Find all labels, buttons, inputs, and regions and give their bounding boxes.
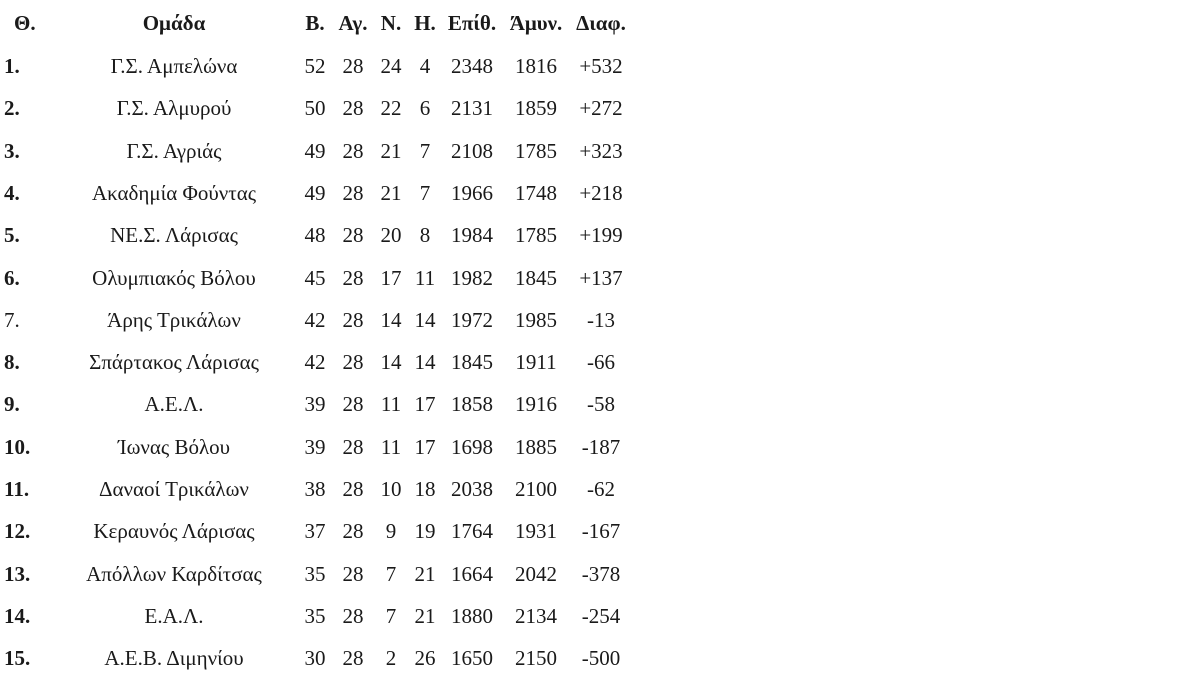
table-row bbox=[0, 638, 640, 678]
wins-cell: 22 bbox=[380, 96, 402, 121]
scored-cell: 2108 bbox=[451, 138, 493, 163]
position-cell: 15. bbox=[4, 646, 31, 671]
points-cell: 35 bbox=[304, 603, 326, 628]
scored-cell: 1984 bbox=[451, 223, 493, 248]
conceded-cell: 1785 bbox=[515, 138, 557, 163]
team-cell: Γ.Σ. Αμπελώνα bbox=[110, 54, 238, 78]
wins-cell: 21 bbox=[380, 180, 402, 205]
position-cell: 9. bbox=[4, 392, 20, 417]
wins-cell: 11 bbox=[380, 392, 402, 417]
played-cell: 28 bbox=[342, 646, 364, 671]
header-points: Β. bbox=[305, 11, 325, 35]
scored-cell: 1845 bbox=[451, 350, 493, 375]
conceded-cell: 2150 bbox=[515, 646, 557, 671]
team-cell: Σπάρτακος Λάρισας bbox=[89, 350, 259, 375]
team-cell: Ακαδημία Φούντας bbox=[91, 180, 257, 205]
header-conceded: Άμυν. bbox=[509, 11, 563, 35]
table-row bbox=[0, 258, 640, 298]
scored-cell: 1880 bbox=[451, 603, 493, 628]
team-cell: Ίωνας Βόλου bbox=[117, 434, 231, 459]
position-cell: 3. bbox=[4, 138, 20, 163]
diff-cell: -500 bbox=[581, 646, 621, 671]
wins-cell: 2 bbox=[385, 646, 397, 671]
losses-cell: 14 bbox=[414, 307, 436, 332]
losses-cell: 21 bbox=[414, 561, 436, 586]
table-row bbox=[0, 88, 640, 128]
position-cell: 4. bbox=[4, 180, 20, 205]
points-cell: 49 bbox=[304, 180, 326, 205]
diff-cell: +137 bbox=[579, 265, 623, 290]
played-cell: 28 bbox=[342, 350, 364, 375]
points-cell: 49 bbox=[304, 138, 326, 163]
wins-cell: 9 bbox=[385, 519, 397, 544]
diff-cell: +272 bbox=[579, 96, 623, 121]
table-header-row bbox=[0, 3, 640, 43]
played-cell: 28 bbox=[342, 96, 364, 121]
losses-cell: 18 bbox=[414, 477, 436, 501]
wins-cell: 14 bbox=[380, 350, 402, 375]
position-cell: 10. bbox=[4, 434, 31, 459]
position-cell: 12. bbox=[4, 519, 31, 544]
wins-cell: 21 bbox=[380, 138, 402, 163]
points-cell: 30 bbox=[304, 646, 326, 671]
diff-cell: -66 bbox=[587, 350, 615, 375]
conceded-cell: 1985 bbox=[515, 307, 557, 332]
scored-cell: 1972 bbox=[451, 307, 493, 332]
team-cell: Δαναοί Τρικάλων bbox=[99, 477, 249, 501]
wins-cell: 20 bbox=[380, 223, 402, 248]
table-row bbox=[0, 511, 640, 551]
played-cell: 28 bbox=[342, 180, 364, 205]
conceded-cell: 2100 bbox=[515, 477, 557, 501]
wins-cell: 14 bbox=[380, 307, 402, 332]
team-cell: Ε.Α.Λ. bbox=[144, 603, 204, 628]
position-cell: 8. bbox=[4, 350, 20, 375]
conceded-cell: 1911 bbox=[515, 350, 557, 375]
table-row bbox=[0, 596, 640, 636]
scored-cell: 1764 bbox=[451, 519, 493, 544]
played-cell: 28 bbox=[342, 307, 364, 332]
points-cell: 39 bbox=[304, 392, 326, 417]
header-team: Ομάδα bbox=[142, 11, 206, 35]
scored-cell: 1982 bbox=[451, 265, 493, 290]
position-cell: 5. bbox=[4, 223, 20, 248]
conceded-cell: 1845 bbox=[515, 265, 557, 290]
team-cell: Άρης Τρικάλων bbox=[107, 307, 241, 332]
diff-cell: +218 bbox=[579, 180, 623, 205]
points-cell: 39 bbox=[304, 434, 326, 459]
conceded-cell: 1931 bbox=[515, 519, 557, 544]
position-cell: 7. bbox=[4, 307, 20, 332]
diff-cell: -167 bbox=[581, 519, 621, 544]
conceded-cell: 1885 bbox=[515, 434, 557, 459]
team-cell: Γ.Σ. Αλμυρού bbox=[116, 96, 232, 121]
team-cell: Α.Ε.Λ. bbox=[144, 392, 204, 417]
conceded-cell: 2134 bbox=[515, 603, 557, 628]
losses-cell: 11 bbox=[414, 265, 436, 290]
losses-cell: 17 bbox=[414, 434, 436, 459]
scored-cell: 1650 bbox=[451, 646, 493, 671]
wins-cell: 24 bbox=[380, 54, 402, 78]
conceded-cell: 1916 bbox=[515, 392, 557, 417]
scored-cell: 1966 bbox=[451, 180, 493, 205]
diff-cell: -58 bbox=[587, 392, 615, 417]
diff-cell: +532 bbox=[579, 54, 623, 78]
table-row bbox=[0, 384, 640, 424]
losses-cell: 19 bbox=[414, 519, 436, 544]
losses-cell: 21 bbox=[414, 603, 436, 628]
losses-cell: 7 bbox=[419, 180, 431, 205]
wins-cell: 7 bbox=[385, 561, 397, 586]
played-cell: 28 bbox=[342, 434, 364, 459]
played-cell: 28 bbox=[342, 54, 364, 78]
points-cell: 38 bbox=[304, 477, 326, 501]
played-cell: 28 bbox=[342, 477, 364, 501]
scored-cell: 1858 bbox=[451, 392, 493, 417]
diff-cell: +199 bbox=[579, 223, 623, 248]
scored-cell: 2348 bbox=[451, 54, 493, 78]
team-cell: Ολυμπιακός Βόλου bbox=[92, 265, 256, 290]
table-row bbox=[0, 131, 640, 171]
points-cell: 42 bbox=[304, 350, 326, 375]
losses-cell: 26 bbox=[414, 646, 436, 671]
position-cell: 11. bbox=[4, 477, 30, 501]
conceded-cell: 1816 bbox=[515, 54, 557, 78]
scored-cell: 2038 bbox=[451, 477, 493, 501]
points-cell: 48 bbox=[304, 223, 326, 248]
points-cell: 50 bbox=[304, 96, 326, 121]
team-cell: Α.Ε.Β. Διμηνίου bbox=[104, 646, 244, 671]
table-row bbox=[0, 342, 640, 382]
header-played: Αγ. bbox=[338, 11, 368, 35]
played-cell: 28 bbox=[342, 223, 364, 248]
wins-cell: 7 bbox=[385, 603, 397, 628]
team-cell: Κεραυνός Λάρισας bbox=[93, 519, 255, 544]
played-cell: 28 bbox=[342, 138, 364, 163]
conceded-cell: 2042 bbox=[515, 561, 557, 586]
played-cell: 28 bbox=[342, 561, 364, 586]
losses-cell: 17 bbox=[414, 392, 436, 417]
played-cell: 28 bbox=[342, 603, 364, 628]
team-cell: Απόλλων Καρδίτσας bbox=[86, 561, 262, 586]
position-cell: 14. bbox=[4, 603, 31, 628]
table-row bbox=[0, 215, 640, 255]
position-cell: 13. bbox=[4, 561, 31, 586]
diff-cell: -378 bbox=[581, 561, 621, 586]
scored-cell: 1664 bbox=[451, 561, 493, 586]
points-cell: 45 bbox=[304, 265, 326, 290]
points-cell: 52 bbox=[304, 54, 326, 78]
header-scored: Επίθ. bbox=[447, 11, 497, 35]
wins-cell: 10 bbox=[380, 477, 402, 501]
header-losses: Η. bbox=[414, 11, 436, 35]
team-cell: Γ.Σ. Αγριάς bbox=[126, 138, 222, 163]
diff-cell: -13 bbox=[587, 307, 615, 332]
position-cell: 2. bbox=[4, 96, 20, 121]
position-cell: 1. bbox=[4, 54, 20, 78]
table-row bbox=[0, 554, 640, 594]
played-cell: 28 bbox=[342, 265, 364, 290]
table-row bbox=[0, 300, 640, 340]
table-row bbox=[0, 46, 640, 86]
scored-cell: 2131 bbox=[451, 96, 493, 121]
conceded-cell: 1785 bbox=[515, 223, 557, 248]
conceded-cell: 1748 bbox=[515, 180, 557, 205]
team-cell: ΝΕ.Σ. Λάρισας bbox=[110, 223, 238, 248]
losses-cell: 8 bbox=[419, 223, 431, 248]
played-cell: 28 bbox=[342, 392, 364, 417]
header-position: Θ. bbox=[14, 11, 36, 35]
diff-cell: -62 bbox=[587, 477, 615, 501]
diff-cell: -254 bbox=[581, 603, 621, 628]
losses-cell: 14 bbox=[414, 350, 436, 375]
diff-cell: -187 bbox=[581, 434, 621, 459]
conceded-cell: 1859 bbox=[515, 96, 557, 121]
header-wins: Ν. bbox=[380, 11, 402, 35]
table-row bbox=[0, 427, 640, 467]
played-cell: 28 bbox=[342, 519, 364, 544]
wins-cell: 17 bbox=[380, 265, 402, 290]
losses-cell: 6 bbox=[419, 96, 431, 121]
losses-cell: 7 bbox=[419, 138, 431, 163]
losses-cell: 4 bbox=[419, 54, 431, 78]
position-cell: 6. bbox=[4, 265, 20, 290]
points-cell: 35 bbox=[304, 561, 326, 586]
wins-cell: 11 bbox=[380, 434, 402, 459]
table-row bbox=[0, 173, 640, 213]
header-diff: Διαφ. bbox=[576, 11, 626, 35]
scored-cell: 1698 bbox=[451, 434, 493, 459]
table-row bbox=[0, 469, 640, 509]
points-cell: 37 bbox=[304, 519, 326, 544]
diff-cell: +323 bbox=[579, 138, 623, 163]
points-cell: 42 bbox=[304, 307, 326, 332]
